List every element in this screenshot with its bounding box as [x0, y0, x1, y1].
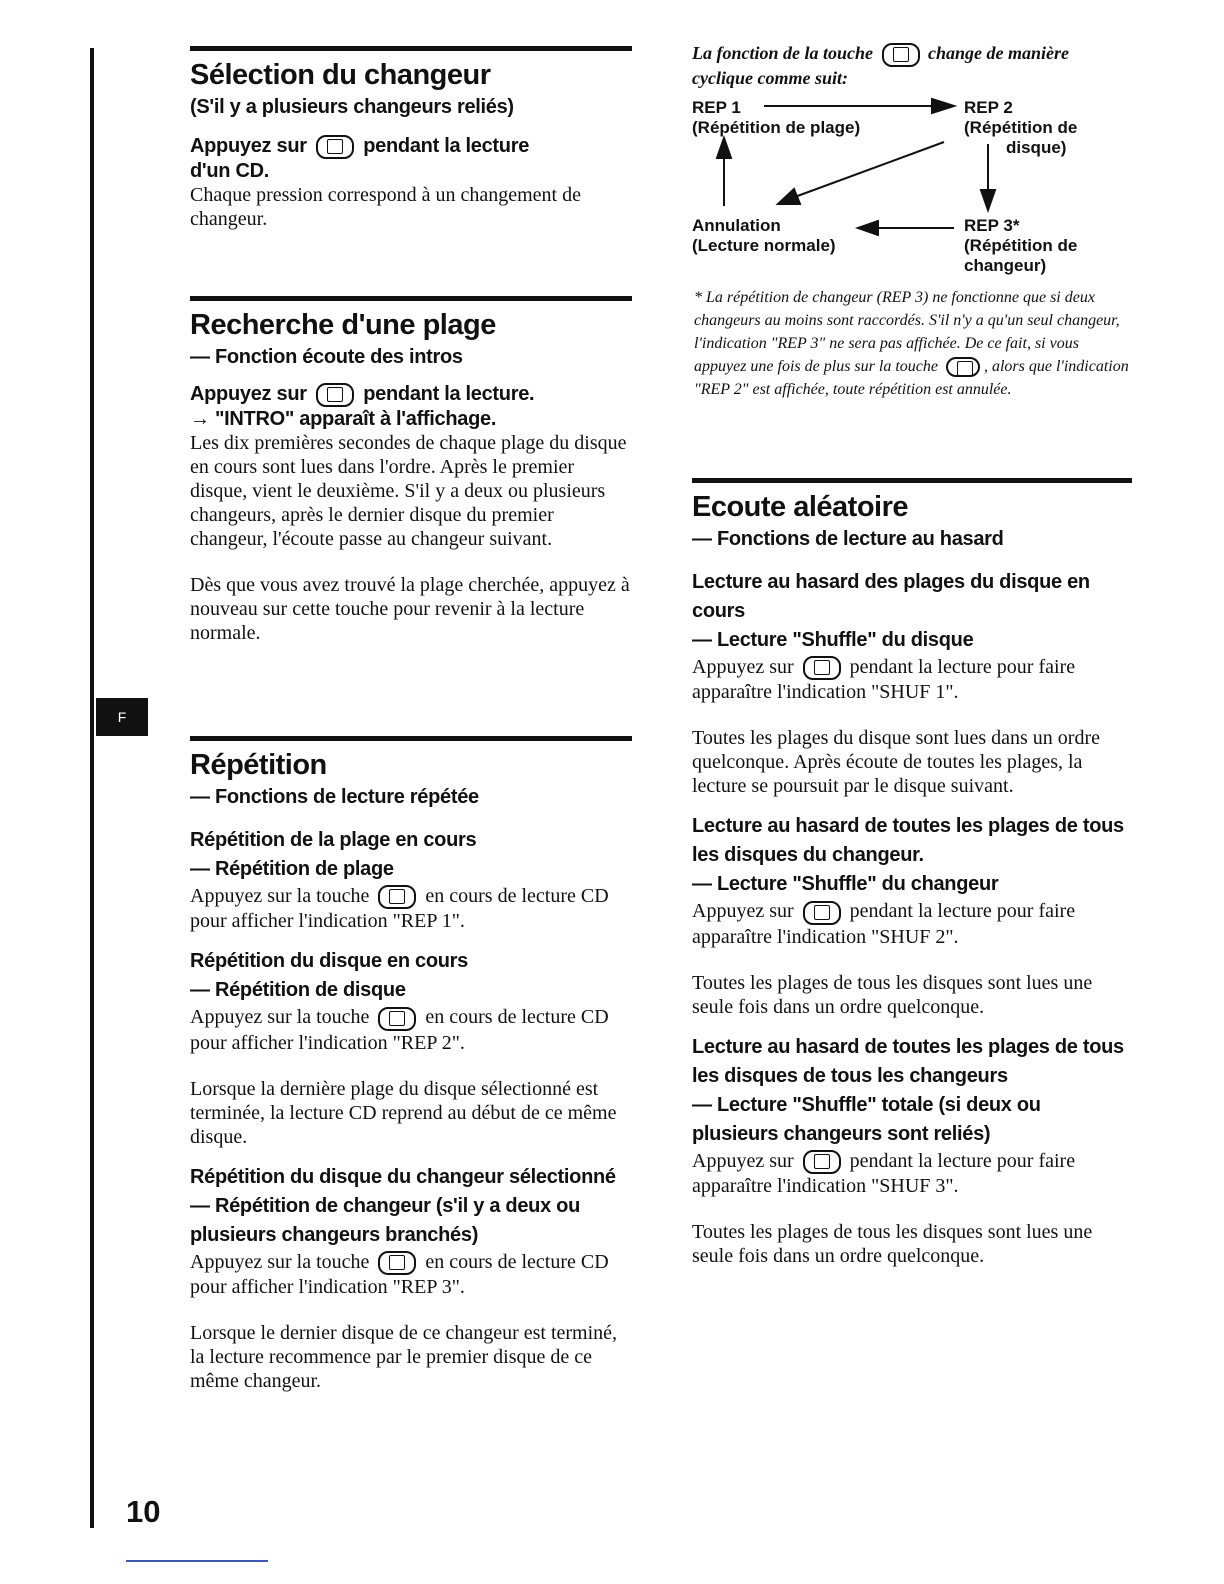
cancel-label: Annulation (Lecture normale) — [692, 215, 836, 255]
section-subtitle: (S'il y a plusieurs changeurs reliés) — [190, 96, 514, 118]
body-text: Appuyez sur pendant la lecture pour faire apparaître l'indication "SHUF 1". — [692, 656, 1076, 704]
section-subtitle: — Fonctions de lecture au hasard — [692, 528, 1004, 550]
shuffle-button-icon — [803, 656, 841, 680]
body-text: Appuyez sur la touche en cours de lecture CD pour afficher l'indication "REP 2". — [190, 1006, 609, 1054]
cycle-arrows — [692, 94, 1132, 274]
arrowhead-rep2 — [932, 99, 954, 113]
section-title: Recherche d'une plage — [190, 309, 496, 341]
arrowhead-cancel — [858, 221, 878, 235]
body-text: Appuyez sur la touche en cours de lecture CD pour afficher l'indication "REP 1". — [190, 885, 609, 933]
source-button-icon — [316, 135, 354, 159]
subheading: Répétition de la plage en cours — [190, 829, 477, 851]
subheading: — Lecture "Shuffle" du disque — [692, 629, 974, 651]
subheading: — Répétition de disque — [190, 979, 406, 1002]
footnote: * La répétition de changeur (REP 3) ne fonctionne que si deux changeurs au moins sont raccordés. S'il n'y a qu'un seul changeur, l'indication "REP 3" ne sera pas affichée. De ce fait, si vous appuyez une fois de plus sur la touche , alors que l'indication "REP 2" est affichée, toute répétition est annulée. — [694, 288, 1129, 398]
repeat-button-icon — [378, 885, 416, 909]
body-text: Lorsque la dernière plage du disque sélectionné est terminée, la lecture CD reprend au début de ce même disque. — [190, 1077, 617, 1148]
body-text: Appuyez sur pendant la lecture pour faire apparaître l'indication "SHUF 2". — [692, 900, 1076, 948]
repeat-button-icon — [946, 357, 980, 377]
intro-button-icon — [316, 383, 354, 407]
subheading: Répétition du disque en cours — [190, 950, 468, 973]
repeat-button-icon — [378, 1251, 416, 1275]
arrowhead-rep3 — [981, 190, 995, 210]
section-changer-select — [190, 46, 632, 231]
section-rule — [190, 296, 632, 301]
body-text: Appuyez sur la touche en cours de lecture CD pour afficher l'indication "REP 3". — [190, 1250, 609, 1299]
page-number: 10 — [126, 1494, 161, 1529]
section-repeat — [190, 736, 632, 1393]
arrowhead-rep1 — [717, 138, 731, 158]
body-text: Lorsque le dernier disque de ce changeur est terminé, la lecture recommence par le premier disque de ce même changeur. — [190, 1322, 618, 1393]
instruction: Appuyez sur pendant la lecture d'un CD. — [190, 135, 530, 182]
subheading: Lecture au hasard de toutes les plages de tous les disques du changeur. — [692, 815, 1124, 867]
cycle-intro: La fonction de la touche change de manière cyclique comme suit: — [692, 43, 1069, 88]
section-title: Sélection du changeur — [190, 59, 491, 91]
cycle-diagram — [692, 94, 1132, 274]
language-tab: F — [96, 698, 148, 736]
body-text: Toutes les plages de tous les disques sont lues une seule fois dans un ordre quelconque. — [692, 1221, 1093, 1268]
subheading: — Répétition de changeur (s'il y a deux ou plusieurs changeurs branchés) — [190, 1194, 580, 1246]
repeat-button-icon — [882, 43, 920, 67]
rep1-label: REP 1 (Répétition de plage) — [692, 97, 861, 137]
shuffle-button-icon — [803, 1150, 841, 1174]
body-text: Chaque pression correspond à un changement de changeur. — [190, 183, 581, 230]
body-text: Toutes les plages du disque sont lues dans un ordre quelconque. Après écoute de toutes les plages, la lecture se poursuit par le disque suivant. — [692, 727, 1100, 798]
arrow-rep2-cancel — [792, 142, 944, 198]
section-subtitle: — Fonction écoute des intros — [190, 346, 463, 368]
section-rule — [692, 478, 1132, 483]
section-title: Répétition — [190, 749, 327, 781]
body-text: Dès que vous avez trouvé la plage cherchée, appuyez à nouveau sur cette touche pour revenir à la lecture normale. — [190, 573, 630, 644]
shuffle-button-icon — [803, 901, 841, 925]
section-shuffle — [692, 478, 1132, 1268]
body-text: Toutes les plages de tous les disques sont lues une seule fois dans un ordre quelconque. — [692, 971, 1093, 1018]
subheading: — Répétition de plage — [190, 858, 394, 880]
instruction: Appuyez sur pendant la lecture. → "INTRO" apparaît à l'affichage. — [190, 383, 535, 430]
rep2-label: REP 2 (Répétition de disque) — [964, 97, 1078, 157]
arrowhead-cancel-diag — [778, 189, 800, 204]
rep3-label: REP 3* (Répétition de changeur) — [964, 215, 1078, 275]
subheading: — Lecture "Shuffle" totale (si deux ou plusieurs changeurs sont reliés) — [692, 1093, 1041, 1145]
subheading: Lecture au hasard de toutes les plages de tous les disques de tous les changeurs — [692, 1035, 1124, 1087]
section-title: Ecoute aléatoire — [692, 491, 909, 523]
repeat-button-icon — [378, 1007, 416, 1031]
repeat-cycle — [692, 42, 1132, 401]
subheading: — Lecture "Shuffle" du changeur — [692, 873, 999, 896]
body-text: Appuyez sur pendant la lecture pour faire apparaître l'indication "SHUF 3". — [692, 1149, 1076, 1198]
margin-rule — [90, 48, 94, 1528]
section-track-search — [190, 296, 632, 645]
section-subtitle: — Fonctions de lecture répétée — [190, 786, 479, 808]
bottom-rule — [126, 1560, 268, 1562]
subheading: Répétition du disque du changeur sélectionné — [190, 1165, 616, 1188]
body-text: Les dix premières secondes de chaque plage du disque en cours sont lues dans l'ordre. Après le premier disque, vient le deuxième. S'il y a deux ou plusieurs changeurs, après le dernier disque du premier changeur, l'écoute passe au changeur suivant. — [190, 431, 627, 550]
section-rule — [190, 736, 632, 741]
subheading: Lecture au hasard des plages du disque en cours — [692, 571, 1090, 622]
section-rule — [190, 46, 632, 51]
